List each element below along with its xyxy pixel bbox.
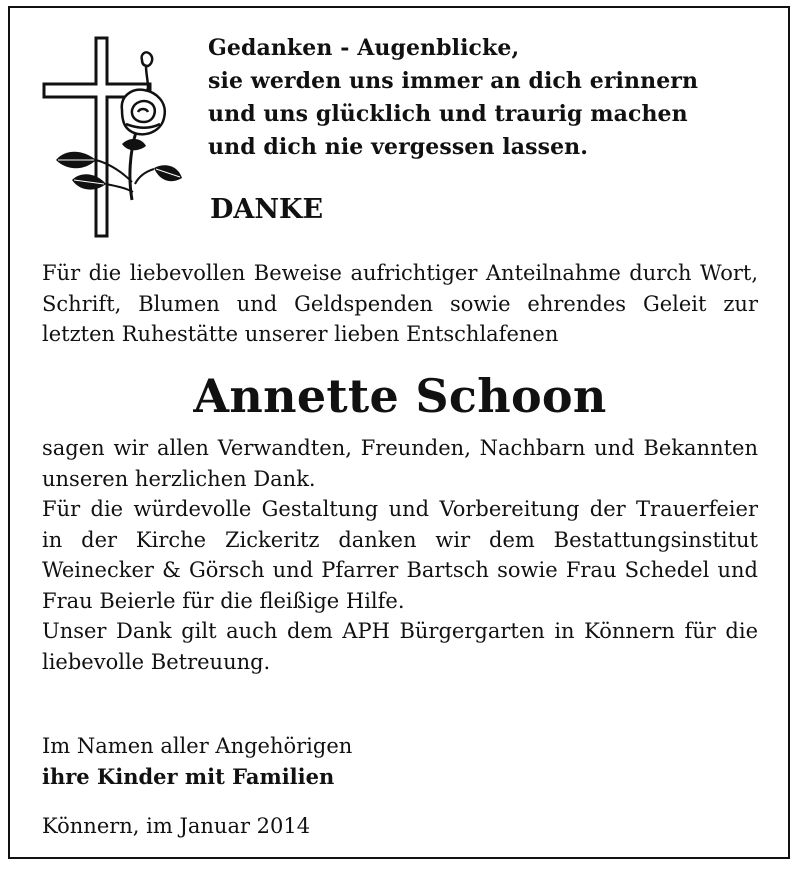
poem-line: und dich nie vergessen lassen. [208,134,589,160]
thanks-text [42,433,758,677]
thanks-paragraph: Für die würdevolle Gestaltung und Vorbereitung der Trauerfeier in der Kirche Zickeritz danken wir dem Bestattungsinstitut Weinecker & Görsch und Pfarrer Bartsch sowie Frau Schedel und Frau Beierle für die fleißige Hilfe. [42,497,758,613]
poem-line: Gedanken - Augenblicke, [208,35,520,61]
poem-line: sie werden uns immer an dich erinnern [208,68,699,94]
signature-place-date: Könnern, im Januar 2014 [42,814,311,838]
poem-line: und uns glücklich und traurig machen [208,101,688,127]
signature-signers: ihre Kinder mit Familien [42,764,335,789]
deceased-name: Annette Schoon [193,369,607,423]
intro-paragraph: Für die liebevollen Beweise aufrichtiger Anteilnahme durch Wort, Schrift, Blumen und Geldspenden sowie ehrendes Geleit zur letzten Ruhestätte unserer lieben Entschlafenen [42,261,758,346]
signature-on-behalf: Im Namen aller Angehörigen [42,734,353,758]
thanks-paragraph: Unser Dank gilt auch dem APH Bürgergarten in Könnern für die liebevolle Betreuung. [42,619,758,674]
intro-text [42,258,758,350]
poem [208,32,768,164]
thanks-paragraph: sagen wir allen Verwandten, Freunden, Nachbarn und Bekannten unseren herzlichen Dank. [42,436,758,491]
cross-with-rose-icon [36,32,186,240]
heading-danke: DANKE [210,194,324,225]
